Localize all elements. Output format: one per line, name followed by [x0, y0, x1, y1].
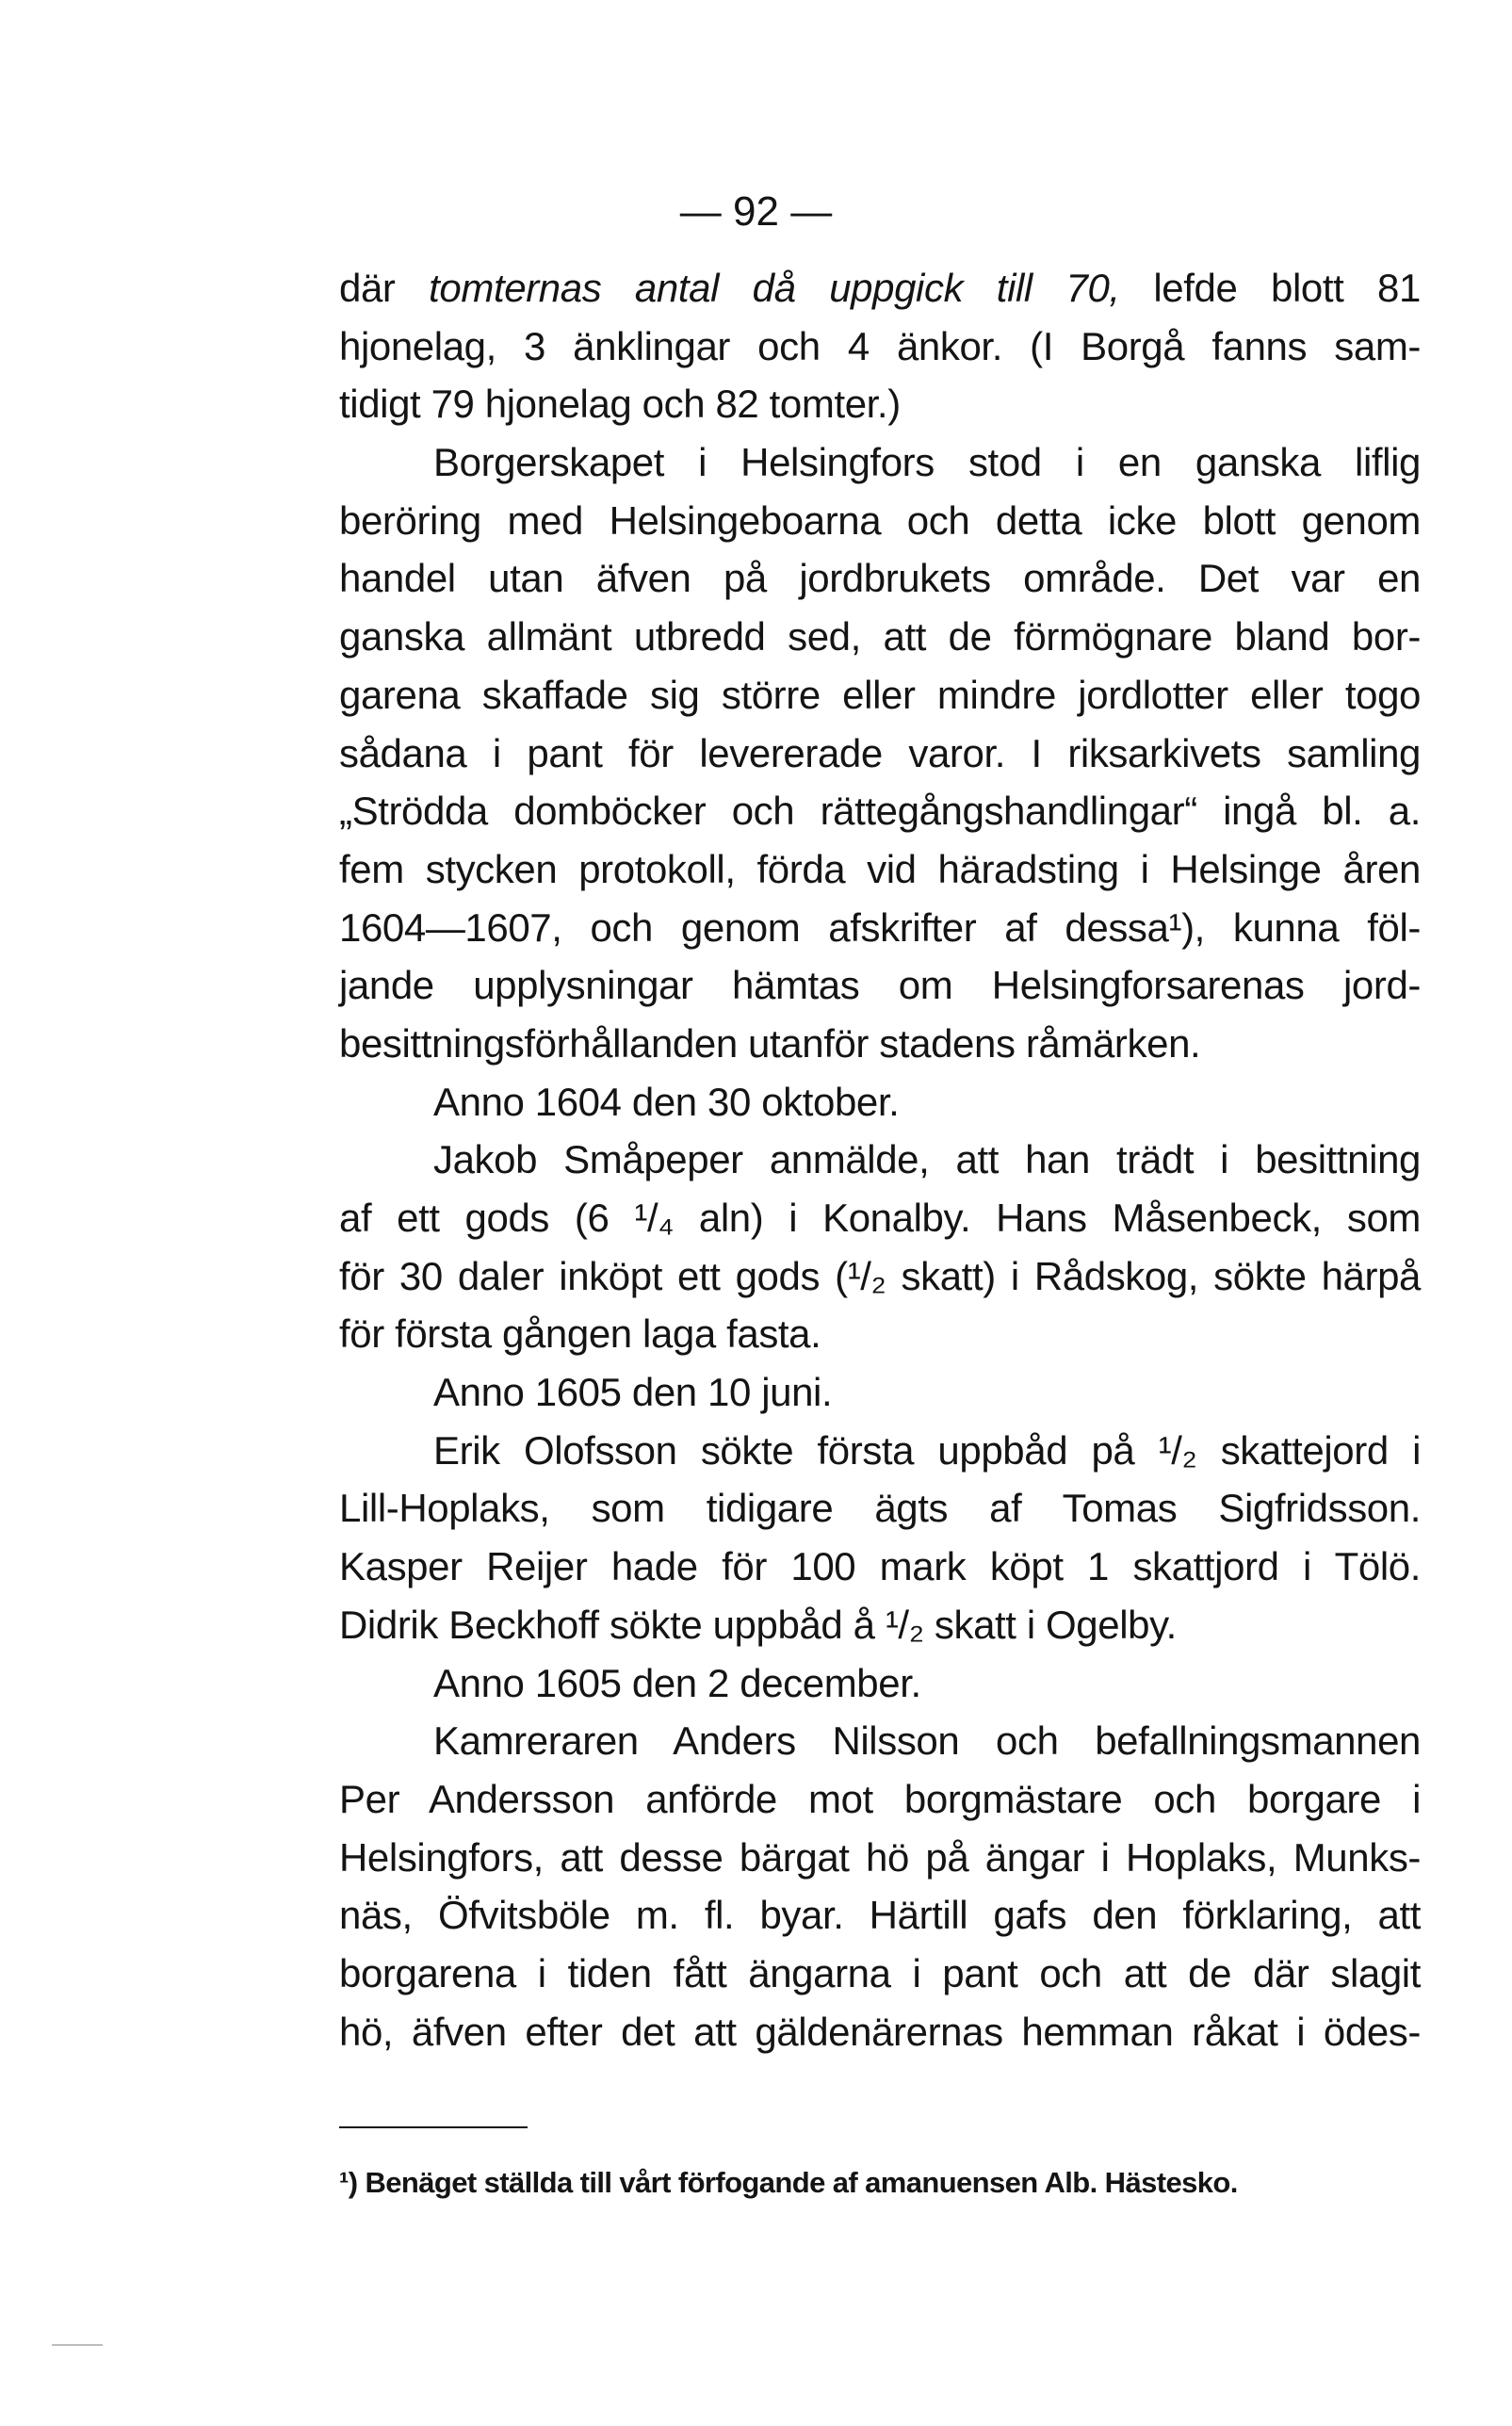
- page-number: — 92 —: [679, 188, 833, 235]
- footnote: ¹) Benäget ställda till vårt förfogande af amanuensen Alb. Hästesko.: [339, 2166, 1238, 2199]
- text-line: af ett gods (6 ¹/₄ aln) i Konalby. Hans Måsenbeck, som: [339, 1196, 1421, 1240]
- text-line: Borgerskapet i Helsingfors stod i en ganska liflig: [433, 440, 1421, 485]
- date-heading: Anno 1605 den 2 december.: [433, 1660, 921, 1705]
- text-line: hö, äfven efter det att gäldenärernas hemman råkat i ödes-: [339, 2009, 1421, 2054]
- scan-mark: [52, 2344, 103, 2346]
- body-text: [339, 259, 1421, 2060]
- footnote-divider: [339, 2126, 528, 2128]
- line-1-lead: där: [339, 266, 396, 310]
- text-line: för första gången laga fasta.: [339, 1311, 821, 1357]
- date-heading: Anno 1604 den 30 oktober.: [433, 1079, 900, 1124]
- text-line-1: [339, 259, 1421, 317]
- text-line: besittningsförhållanden utanför stadens råmärken.: [339, 1020, 1201, 1066]
- text-line: „Strödda domböcker och rättegångshandlingar“ ingå bl. a.: [339, 789, 1421, 834]
- text-line: Kamreraren Anders Nilsson och befallningsmannen: [433, 1718, 1421, 1764]
- text-line: Kasper Reijer hade för 100 mark köpt 1 skattjord i Tölö.: [339, 1544, 1421, 1589]
- text-line: Jakob Småpeper anmälde, att han trädt i besittning: [433, 1137, 1421, 1182]
- text-line: tidigt 79 hjonelag och 82 tomter.): [339, 382, 901, 427]
- text-line: garena skaffade sig större eller mindre jordlotter eller togo: [339, 672, 1421, 717]
- text-line: ganska allmänt utbredd sed, att de förmögnare bland bor-: [339, 614, 1421, 659]
- text-line: jande upplysningar hämtas om Helsingforsarenas jord-: [339, 963, 1421, 1008]
- text-line: Per Andersson anförde mot borgmästare och borgare i: [339, 1776, 1421, 1821]
- text-line: sådana i pant för levererade varor. I riksarkivets samling: [339, 730, 1421, 775]
- text-line: Lill-Hoplaks, som tidigare ägts af Tomas Sigfridsson.: [339, 1486, 1421, 1531]
- line-1-rest: lefde blott 81: [1153, 266, 1421, 310]
- line-1-italic: tomternas antal då uppgick till 70,: [429, 266, 1120, 310]
- text-line: Didrik Beckhoff sökte uppbåd å ¹/₂ skatt i Ogelby.: [339, 1602, 1177, 1647]
- text-line: fem stycken protokoll, förda vid häradsting i Helsinge åren: [339, 846, 1421, 891]
- text-line: Helsingfors, att desse bärgat hö på ängar i Hoplaks, Munks-: [339, 1834, 1421, 1880]
- text-line: 1604—1607, och genom afskrifter af dessa¹), kunna föl-: [339, 904, 1421, 950]
- text-line: för 30 daler inköpt ett gods (¹/₂ skatt) i Rådskog, sökte härpå: [339, 1253, 1421, 1298]
- text-line: näs, Öfvitsböle m. fl. byar. Härtill gafs den förklaring, att: [339, 1893, 1421, 1938]
- date-heading: Anno 1605 den 10 juni.: [433, 1370, 833, 1415]
- text-line: hjonelag, 3 änklingar och 4 änkor. (I Borgå fanns sam-: [339, 323, 1421, 368]
- text-line: borgarena i tiden fått ängarna i pant och att de där slagit: [339, 1950, 1421, 1995]
- text-line: handel utan äfven på jordbrukets område. Det var en: [339, 556, 1421, 601]
- text-line: Erik Olofsson sökte första uppbåd på ¹/₂ skattejord i: [433, 1427, 1421, 1473]
- text-line: beröring med Helsingeboarna och detta icke blott genom: [339, 497, 1421, 543]
